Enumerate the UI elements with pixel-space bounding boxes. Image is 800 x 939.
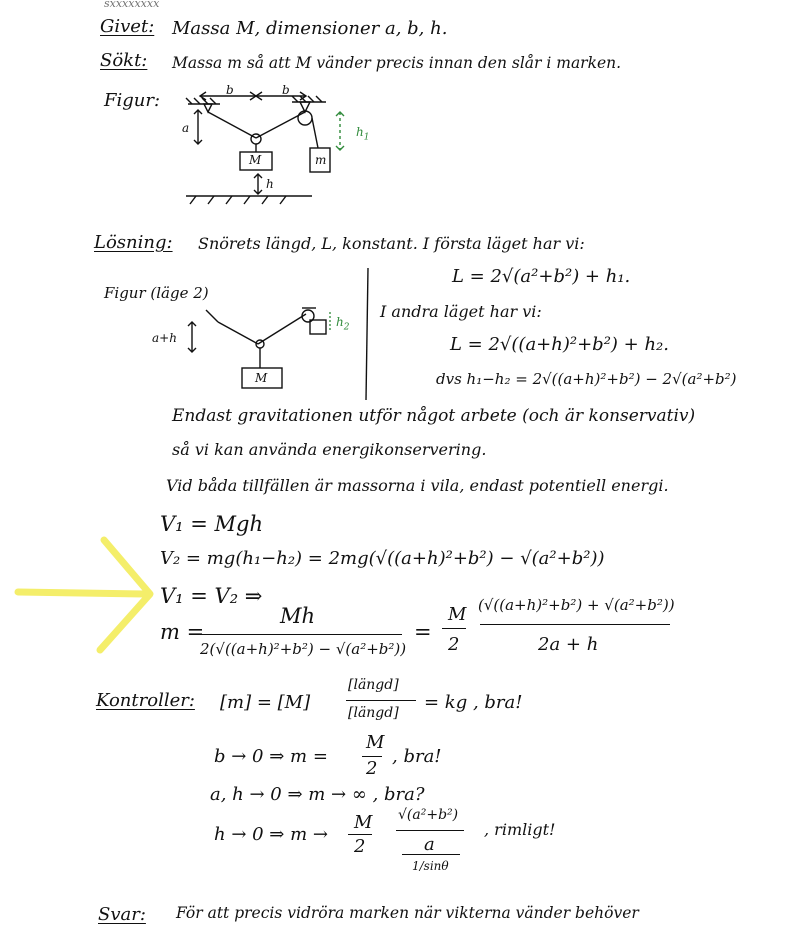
energy-line3: Vid båda tillfällen är massorna i vila, endast potentiell energi. (166, 476, 669, 495)
fraction-bar-c3a (348, 834, 372, 835)
second-position-text: I andra läget har vi: (380, 302, 542, 321)
answer-label: Svar: (98, 904, 146, 925)
checks-label: Kontroller: (96, 690, 195, 711)
fraction-bar-c1 (362, 756, 382, 757)
figure1-b-right: b (282, 83, 290, 97)
fraction-bar-dim (346, 700, 416, 701)
figure1-mass-M: M (249, 153, 262, 167)
eq-m-equals: = (414, 620, 432, 644)
check3-num2: √(a²+b²) (398, 807, 459, 823)
eq-L2: L = 2√((a+h)²+b²) + h₂. (450, 334, 669, 355)
figure2-a-plus-h: a+h (152, 331, 177, 345)
figure1-h: h (266, 177, 274, 191)
eq-m-num1: Mh (280, 604, 316, 628)
eq-m-lhs: m = (160, 620, 205, 644)
check3-note: 1/sinθ (412, 859, 449, 873)
eq-V2: V₂ = mg(h₁−h₂) = 2mg(√((a+h)²+b²) − √(a²+b²)) (160, 548, 605, 569)
sought-text: Massa m så att M vänder precis innan den slår i marken. (172, 54, 622, 72)
figure2-label: Figur (läge 2) (104, 284, 209, 302)
check1-num: M (366, 732, 385, 753)
solution-intro: Snörets längd, L, konstant. I första läget har vi: (198, 234, 585, 253)
fraction-bar-c3b (396, 830, 464, 831)
sought-label: Sökt: (100, 50, 148, 71)
eq-V1: V₁ = Mgh (160, 512, 264, 536)
eq-m-frac2-den: 2 (448, 634, 460, 655)
eq-V1-equals-V2: V₁ = V₂ ⇒ (160, 584, 263, 608)
eq-L1: L = 2√(a²+b²) + h₁. (452, 266, 631, 287)
eq-m-frac2-num: M (448, 604, 467, 625)
eq-m-frac3-num: (√((a+h)²+b²) + √(a²+b²)) (478, 596, 675, 614)
check1-lhs: b → 0 ⇒ m = (214, 746, 328, 767)
check1-den: 2 (366, 758, 378, 779)
figure1-h1: $h_1$ (356, 125, 370, 143)
eq-m-den1: 2(√((a+h)²+b²) − √(a²+b²)) (200, 640, 407, 658)
solution-label: Lösning: (94, 232, 173, 253)
energy-line2: så vi kan använda energikonservering. (172, 440, 487, 459)
given-text: Massa M, dimensioner a, b, h. (172, 18, 448, 39)
check3-num1: M (354, 812, 373, 833)
check3-rhs: , rimligt! (484, 820, 556, 839)
check3-lhs: h → 0 ⇒ m → (214, 824, 328, 845)
eq-m-frac3-den: 2a + h (538, 634, 599, 655)
check1-rhs: , bra! (392, 746, 442, 767)
check-dim-num: [längd] (348, 677, 399, 693)
energy-line1: Endast gravitationen utför något arbete (och är konservativ) (172, 406, 696, 426)
check-dim-rhs: = kg , bra! (424, 692, 523, 713)
top-fragment: sxxxxxxxx (104, 0, 160, 10)
check2: a, h → 0 ⇒ m → ∞ , bra? (210, 784, 425, 805)
figure2-h2: $h_2$ (336, 315, 350, 333)
answer-text: För att precis vidröra marken när vikterna vänder behöver (176, 904, 639, 922)
check-dim-den: [längd] (348, 705, 399, 721)
eq-h-difference: dvs h₁−h₂ = 2√((a+h)²+b²) − 2√(a²+b²) (436, 370, 737, 388)
figure1-a: a (182, 121, 190, 135)
figure2-mass-M: M (255, 371, 268, 385)
figure1-b-left: b (226, 83, 234, 97)
figure1-mass-m: m (315, 153, 327, 167)
figure1-label: Figur: (104, 90, 161, 111)
fraction-bar-c3c (402, 854, 460, 855)
check3-den2: a (424, 834, 435, 855)
check3-den1: 2 (354, 836, 366, 857)
given-label: Givet: (100, 16, 155, 37)
check-dim-lhs: [m] = [M] (220, 692, 311, 713)
